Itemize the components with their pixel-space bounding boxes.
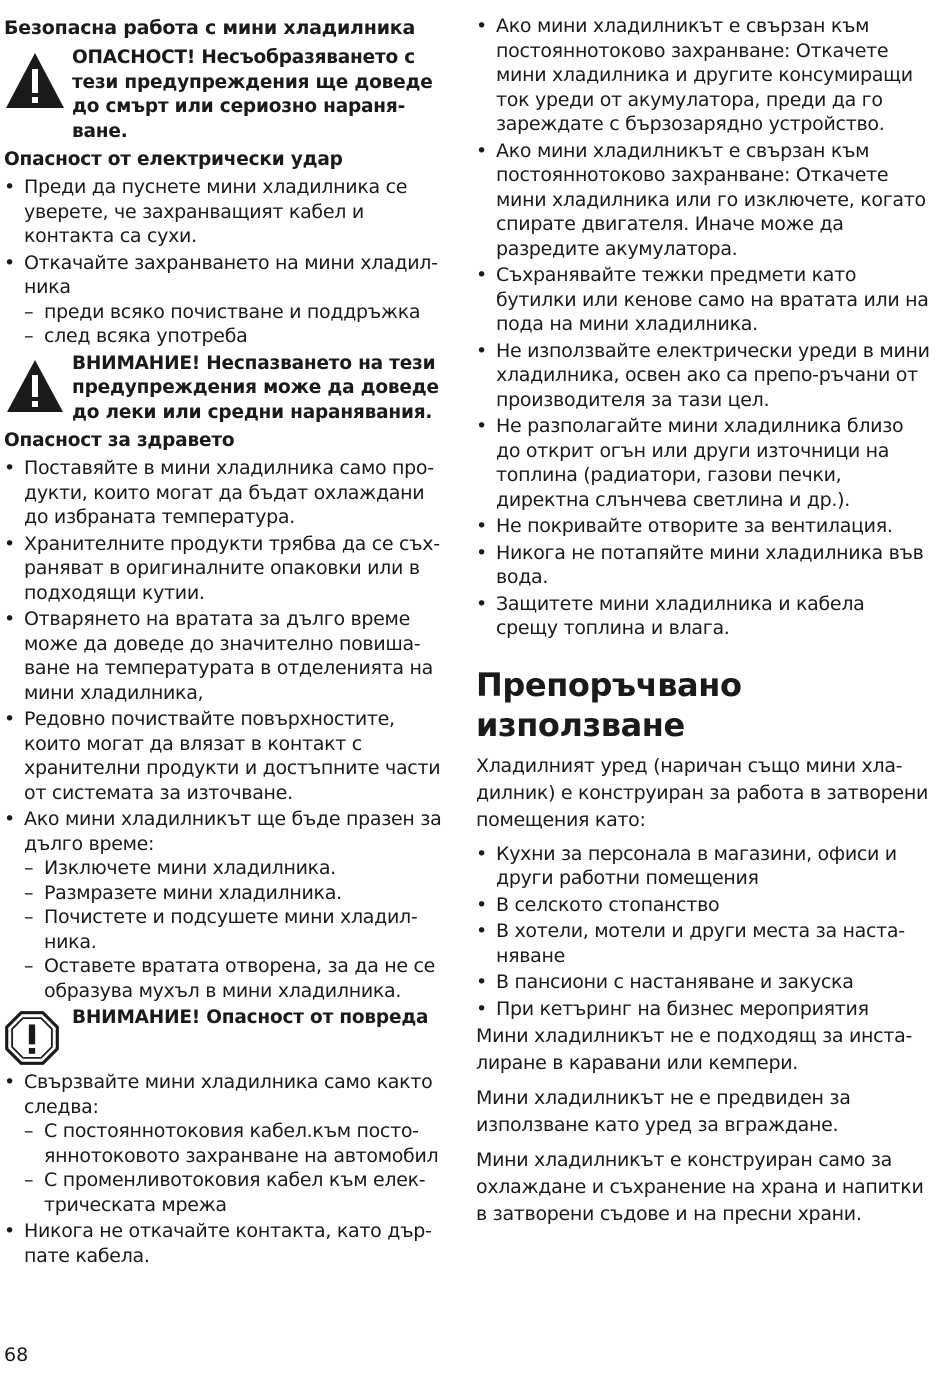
section-title: Безопасна работа с мини хладилника [4, 17, 416, 39]
sub-item: – С постояннотоковия кабел.към посто-яннотоковото захранване на автомобил [24, 1120, 439, 1167]
list-item: • Никога не откачайте контакта, като дър-пате кабела. [4, 1220, 432, 1267]
list-item: • Свързвайте мини хладилника само както следва: – С постояннотоковия кабел.към посто-яннотоковото захранване на автомобил – С променливотоковия кабел към елек-трическата мрежа [4, 1070, 454, 1217]
right-column [476, 14, 931, 1236]
list-item: • Защитете мини хладилника и кабела срещу топлина и влага. [476, 592, 865, 639]
list-item: • При кетъринг на бизнес мероприятия [476, 997, 869, 1020]
list-item: • В пансиони с настаняване и закуска [476, 971, 854, 993]
list-item: • Ако мини хладилникът е свързан към постояннотоково захранване: Откачете мини хладилника или го изключете, когато спирате двигателя. Иначе може да разредите акумулатора. [476, 139, 926, 260]
caution-warning [4, 352, 454, 426]
list-item: • В селското стопанство [476, 893, 720, 916]
electric-list [4, 175, 454, 349]
notice-list [4, 1070, 454, 1268]
use-paragraph: Мини хладилникът не е предвиден за използване като уред за вграждане. [476, 1087, 851, 1136]
left-column [4, 14, 454, 1270]
notice-warning [4, 1006, 454, 1066]
safety-list-continued [476, 14, 931, 641]
list-item: • В хотели, мотели и други места за наста-няване [476, 920, 905, 967]
sub-item: – преди всяко почистване и поддръжка [24, 300, 421, 323]
list-item: • Съхранявайте тежки предмети като бутилки или кенове само на вратата или на пода на мини хладилника. [476, 264, 929, 335]
list-item: • Ако мини хладилникът ще бъде празен за дълго време: – Изключете мини хладилника. – Размразете мини хладилника. – Почистете и подсушете мини хладил-ника. – Оставете вратата отворена, за да не се образува мухъл в мини хладилника. [4, 807, 454, 1003]
danger-text: ОПАСНОСТ! Несъобразяването с тези предупреждения ще доведе до смърт или сериозно нараня-ване. [72, 47, 433, 142]
sub-item: – Почистете и подсушете мини хладил-ника. [24, 906, 418, 953]
sub-item: – след всяка употреба [24, 325, 248, 347]
caution-text: ВНИМАНИЕ! Неспазването на тези предупреждения може да доведе до леки или средни наранявания. [72, 352, 439, 423]
use-intro: Хладилният уред (наричан също мини хла-дилник) е конструиран за работа в затворени помещения като: [476, 754, 928, 831]
list-item: • Откачайте захранването на мини хладил-ника – преди всяко почистване и поддръжка – след всяка употреба [4, 251, 454, 349]
danger-warning [4, 46, 454, 144]
list-item: • Поставяйте в мини хладилника само про-дукти, които могат да бъдат охлаждани до избраната температура. [4, 457, 434, 528]
list-item: • Ако мини хладилникът е свързан към постояннотоково захранване: Откачете мини хладилника и другите консумиращи ток уреди от акумулатора, преди да го зареждате с бързозарядно устройство. [476, 15, 913, 135]
sub-item: – С променливотоковия кабел към елек-трическата мрежа [24, 1169, 426, 1216]
page-number: 68 [4, 1344, 29, 1366]
list-item: • Хранителните продукти трябва да се съх-раняват в оригиналните опаковки или в подходящи кутии. [4, 532, 440, 604]
sub-item: – Оставете вратата отворена, за да не се образува мухъл в мини хладилника. [24, 955, 436, 1002]
electric-heading: Опасност от електрически удар [4, 149, 343, 170]
list-item: • Не използвайте електрически уреди в мини хладилника, освен ако са препо-ръчани от производителя за тази цел. [476, 339, 930, 411]
list-item: • Не разполагайте мини хладилника близо до открит огън или други източници на топлина (радиатори, газови печки, директна слънчева светлина и др.). [476, 415, 904, 511]
list-item: • Никога не потапяйте мини хладилника във вода. [476, 541, 924, 588]
use-paragraph: Мини хладилникът не е подходящ за инста-лиране в каравани или кемпери. [476, 1025, 912, 1074]
sub-item: – Размразете мини хладилника. [24, 881, 342, 904]
notice-text: ВНИМАНИЕ! Опасност от повреда [72, 1007, 429, 1028]
page-title: Препоръчвано използване [476, 665, 742, 744]
list-item: • Преди да пуснете мини хладилника се уверете, че захранващият кабел и контакта са сухи. [4, 176, 408, 247]
notice-octagon-icon [4, 1010, 60, 1066]
sub-item: – Изключете мини хладилника. [24, 857, 336, 879]
list-item: • Кухни за персонала в магазини, офиси и други работни помещения [476, 842, 897, 889]
health-heading: Опасност за здравето [4, 430, 235, 451]
health-list [4, 456, 454, 1003]
use-paragraph: Мини хладилникът е конструиран само за охлаждане и съхранение на храна и напитки в затворени съдове и на пресни храни. [476, 1149, 924, 1225]
warning-triangle-icon [4, 50, 66, 112]
list-item: • Отварянето на вратата за дълго време може да доведе до значително повиша-ване на температурата в отделенията на мини хладилника, [4, 608, 433, 704]
list-item: • Не покривайте отворите за вентилация. [476, 515, 893, 537]
list-item: • Редовно почиствайте повърхностите, които могат да влязат в контакт с хранителни продукти и достъпните части от системата за източване. [4, 708, 441, 804]
warning-triangle-icon [4, 356, 66, 418]
use-list [476, 842, 931, 1022]
